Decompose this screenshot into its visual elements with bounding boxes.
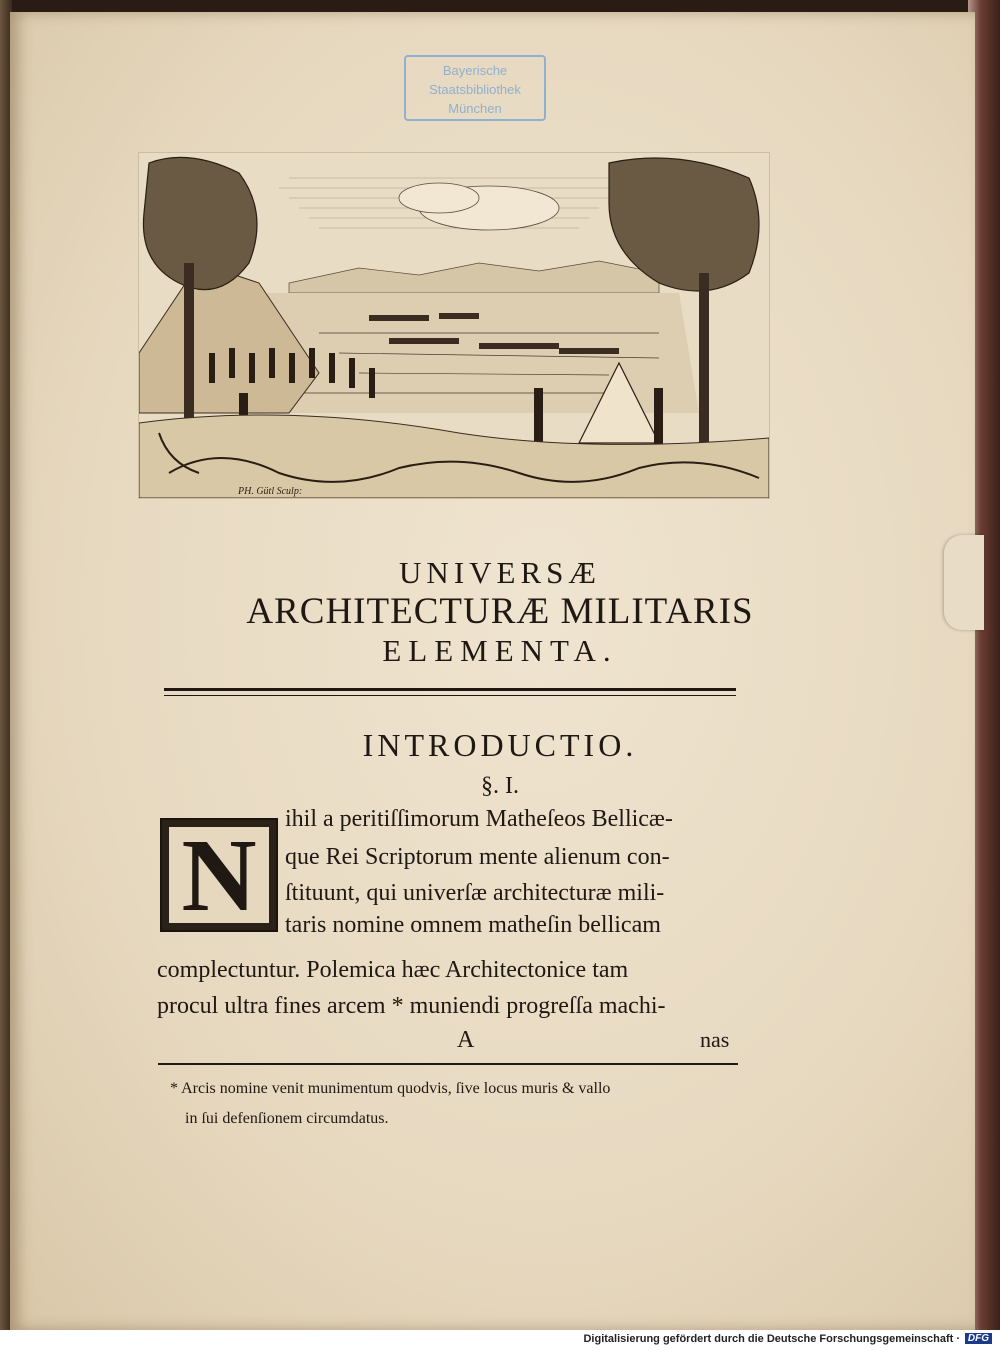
footnote-rule — [158, 1063, 738, 1065]
body-line: que Rei Scriptorum mente alienum con- — [285, 844, 670, 870]
engraving-illustration — [139, 153, 769, 498]
footer-credit: Digitalisierung gefördert durch die Deutsche Forschungsgemeinschaft · — [583, 1333, 960, 1345]
digitization-footer — [0, 1330, 1000, 1350]
decorated-initial — [160, 818, 278, 932]
chapter-heading: INTRODUCTIO. — [362, 727, 638, 763]
title-rule-thin — [164, 695, 736, 696]
body-line: procul ultra fines arcem * muniendi progreſſa machi- — [157, 993, 666, 1019]
dfg-logo: DFG — [965, 1333, 992, 1344]
signature-mark: A — [457, 1027, 475, 1053]
engraver-credit: PH. Gütl Sculp: — [238, 486, 303, 497]
title-line-3: ELEMENTA. — [382, 633, 618, 668]
stamp-line: München — [448, 101, 502, 116]
body-line: taris nomine omnem matheſin bellicam — [285, 912, 661, 938]
title-line-2: ARCHITECTURÆ MILITARIS — [246, 591, 754, 632]
body-line: complectuntur. Polemica hæc Architectonice tam — [157, 957, 629, 983]
footnote-line: * Arcis nomine venit munimentum quodvis, ſive locus muris & vallo — [170, 1080, 611, 1097]
section-number: §. I. — [481, 773, 519, 799]
body-line: ihil a peritiſſimorum Matheſeos Bellicæ- — [285, 806, 673, 832]
engraving-plate — [138, 152, 770, 499]
library-stamp — [404, 55, 546, 121]
body-line: ſtituunt, qui univerſæ architecturæ mili- — [285, 880, 665, 906]
initial-frame — [168, 818, 270, 933]
stamp-line: Staatsbibliothek — [429, 82, 521, 97]
title-rule-thick — [164, 688, 736, 691]
initial-letter: N — [181, 818, 257, 933]
footnote-line: in ſui defenſionem circumdatus. — [185, 1110, 389, 1127]
catchword: nas — [700, 1027, 730, 1052]
title-line-1: UNIVERSÆ — [399, 555, 601, 590]
stamp-line: Bayerische — [442, 63, 508, 78]
